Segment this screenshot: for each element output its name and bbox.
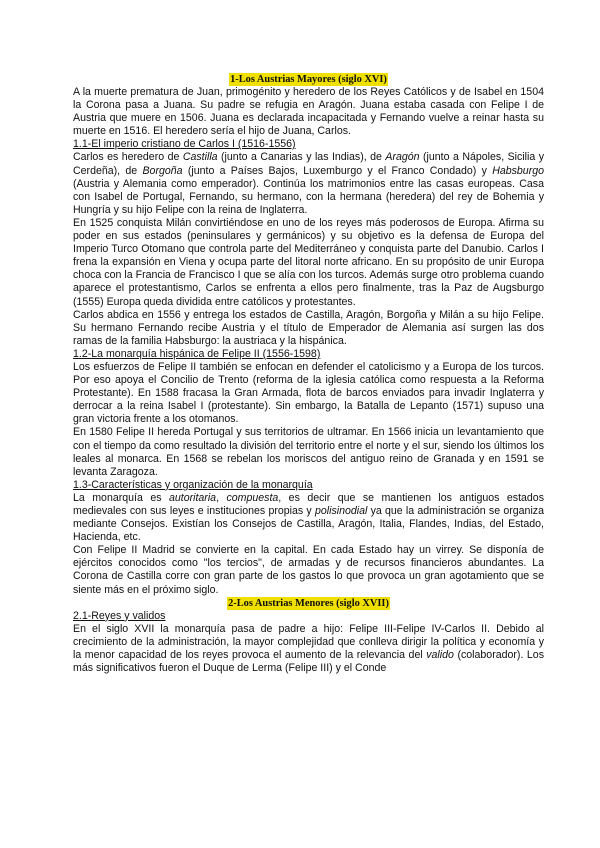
italic-castilla: Castilla <box>182 151 218 164</box>
paragraph-madrid-capital: Con Felipe II Madrid se convierte en la capital. En cada Estado hay un virrey. Se disponía de ejércitos conocidos como "los tercios", de armadas y de recursos financieros abundantes. La Corona de Castilla corre con gran parte de los gastos lo que provoca un gran agotamiento que se siente más en el próximo siglo. <box>73 544 544 596</box>
subheading-carlos-i: 1.1-El imperio cristiano de Carlos I (1516-1556) <box>73 138 296 151</box>
italic-valido: valido <box>426 648 454 661</box>
paragraph-portugal: En 1580 Felipe II hereda Portugal y sus territorios de ultramar. En 1566 inicia un levantamiento que con el tiempo da como resultado la división del territorio entre el norte y el sur, siendo los últimos los leales al monarca. En 1568 se rebelan los moriscos del antiguo reino de Granada y en 1591 se levanta Zaragoza. <box>73 426 544 478</box>
paragraph-monarquia <box>73 492 544 544</box>
text-run: (junto a Canarias y las Indias), de <box>217 151 386 164</box>
italic-borgona: Borgoña <box>142 164 183 177</box>
text-run: La monarquía es <box>73 491 169 504</box>
subheading-caracteristicas: 1.3-Características y organización de la monarquía <box>73 478 313 491</box>
paragraph-milan: En 1525 conquista Milán convirtiéndose en uno de los reyes más poderosos de Europa. Afirma su poder en sus estados (peninsulares y germánicos) y su objetivo es la defensa de Europa del Imperio Turco Otomano que controla parte del Mediterráneo y conquista parte del Danubio. Carlos I frena la expansión en Viena y ocupa parte del litoral norte africano. En su propósito de unir Europa choca con la Francia de Francisco I que se alía con los turcos. Además surge otro problema cuando aparece el protestantismo, Carlos se enfrenta a ellos pero finalmente, tras la Paz de Augsburgo (1555) Europa queda dividida entre católicos y protestantes. <box>73 216 544 308</box>
text-run: (colaborador). Los más significativos fueron el Duque de Lerma (Felipe III) y el Conde <box>73 648 544 675</box>
subheading-felipe-ii: 1.2-La monarquía hispánica de Felipe II (1556-1598) <box>73 347 321 360</box>
paragraph-abdicacion: Carlos abdica en 1556 y entrega los estados de Castilla, Aragón, Borgoña y Milán a su hijo Felipe. Su hermano Fernando recibe Austria y el título de Emperador de Alemania así surgen las dos ramas de la familia Habsburgo: la austriaca y la hispánica. <box>73 308 544 347</box>
italic-habsburgo: Habsburgo <box>492 164 545 177</box>
text-run: Carlos es heredero de <box>73 151 183 164</box>
paragraph-felipe-esfuerzos: Los esfuerzos de Felipe II también se enfocan en defender el catolicismo y a Europa de los turcos. Por eso apoya el Concilio de Trento (reforma de la iglesia católica como respuesta a la Reforma Protestante). En 1588 fracasa la Gran Armada, flota de barcos enviados para invadir Inglaterra y derrocar a la reina Isabel I (protestante). Sin embargo, la Batalla de Lepanto (1571) supuso una gran victoria frente a los otomanos. <box>73 360 544 426</box>
text-run: ya que la administración se organiza mediante Consejos. Existían los Consejos de Castilla, Aragón, Italia, Flandes, Indias, del Estado, Hacienda, etc. <box>73 505 544 544</box>
section-title-austrias-mayores: 1-Los Austrias Mayores (siglo XVI) <box>230 74 387 85</box>
italic-polisinodial: polisinodial <box>314 505 368 517</box>
text-run: , es decir que se mantienen los antiguos estados medievales con sus leyes e instituciones propias y <box>73 491 544 517</box>
subheading-reyes-validos: 2.1-Reyes y validos <box>73 609 166 622</box>
text-run: (junto a Países Bajos, Luxemburgo y el Franco Condado) y <box>182 164 493 177</box>
text-run: (Austria y Alemania como emperador). Continúa los matrimonios entre las casas europeas. Casa con Isabel de Portugal, Fernando, su hermano, con la hermana (heredera) del rey de Bohemia y Hungría y su hijo Felipe con la reina de Inglaterra. <box>73 177 544 216</box>
paragraph-carlos-herencia <box>73 151 544 216</box>
italic-autoritaria: autoritaria <box>168 491 217 504</box>
italic-aragon: Aragón <box>385 151 420 164</box>
italic-compuesta: compuesta <box>226 491 279 504</box>
text-run: (junto a Nápoles, Sicilia y Cerdeña), de <box>73 151 545 177</box>
intro-paragraph: A la muerte prematura de Juan, primogénito y heredero de los Reyes Católicos y de Isabel en 1504 la Corona pasa a Juana. Su padre se refugia en Aragón. Juana estaba casada con Felipe I de Austria que muere en 1506. Juana es declarada incapacitada y Fernando vuelve a reinar hasta su muerte en 1516. El heredero sería el hijo de Juana, Carlos. <box>73 86 544 138</box>
section-title-austrias-menores: 2-Los Austrias Menores (siglo XVII) <box>228 597 389 609</box>
text-run: , <box>216 491 227 504</box>
paragraph-validos <box>73 623 544 675</box>
text-run: En el siglo XVII la monarquía pasa de padre a hijo: Felipe III-Felipe IV-Carlos II. Debido al crecimiento de la administración, la mayor complejidad que conlleva dirigir la política y economía y la menor capacidad de los reyes provoca el aumento de la relevancia del <box>73 622 544 661</box>
